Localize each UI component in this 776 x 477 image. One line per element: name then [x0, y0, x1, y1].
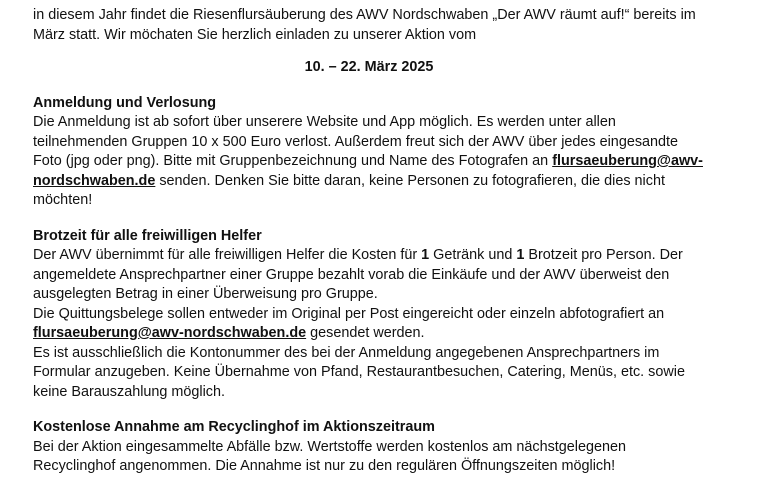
- paragraph-line: Es ist ausschließlich die Kontonummer des bei der Anmeldung angegebenen Ansprechpartners im: [33, 344, 660, 361]
- paragraph-text: Getränk und: [429, 247, 517, 263]
- paragraph-text: gesendet werden.: [306, 325, 425, 341]
- paragraph-line: Bei der Aktion eingesammelte Abfälle bzw. Wertstoffe werden kostenlos am nächstgelegenen: [33, 438, 627, 455]
- paragraph-line: angemeldete Ansprechpartner einer Gruppe bezahlt vorab die Einkäufe und der AWV überweist den: [33, 266, 670, 283]
- paragraph-line: möchten!: [33, 192, 93, 208]
- paragraph-text: senden. Denken Sie bitte daran, keine Personen zu fotografieren, die dies nicht: [155, 172, 665, 189]
- event-date: 10. – 22. März 2025: [304, 59, 434, 75]
- bold-number: 1: [516, 247, 525, 263]
- section-heading-recycling: Kostenlose Annahme am Recyclinghof im Aktionszeitraum: [33, 419, 435, 435]
- paragraph-line: Die Anmeldung ist ab sofort über unserere Website und App möglich. Es werden unter allen: [33, 114, 616, 130]
- spacer: [33, 45, 765, 58]
- spacer: [33, 402, 765, 418]
- paragraph-text: Foto (jpg oder png). Bitte mit Gruppenbezeichnung und Name des Fotografen an: [33, 153, 553, 169]
- paragraph-line: keine Barauszahlung möglich.: [33, 383, 225, 400]
- paragraph-line: Die Quittungsbelege sollen entweder im Original per Post eingereicht oder einzeln abfotografiert an: [33, 305, 665, 322]
- intro-line-1: in diesem Jahr findet die Riesenflursäuberung des AWV Nordschwaben „Der AWV räumt auf!“ bereits im: [33, 7, 696, 23]
- email-link[interactable]: flursaeuberung@awv-nordschwaben.de: [33, 325, 307, 341]
- intro-line-2: März statt. Wir möchaten Sie herzlich einladen zu unserer Aktion vom: [33, 26, 477, 43]
- paragraph-line: Formular anzugeben. Keine Übernahme von Pfand, Restaurantbesuchen, Catering, Menüs, etc. sowie: [33, 364, 685, 380]
- paragraph-line: [33, 246, 765, 266]
- paragraph-line: [33, 324, 765, 344]
- section-heading-snack: Brotzeit für alle freiwilligen Helfer: [33, 227, 262, 244]
- document-body: [33, 6, 765, 477]
- spacer: [33, 78, 765, 94]
- paragraph-line: Recyclinghof angenommen. Die Annahme ist nur zu den regulären Öffnungszeiten möglich!: [33, 458, 616, 474]
- paragraph-line: [33, 152, 765, 172]
- paragraph-line: teilnehmenden Gruppen 10 x 500 Euro verlost. Außerdem freut sich der AWV über jedes eingesandte: [33, 133, 679, 150]
- bold-number: 1: [421, 247, 430, 263]
- paragraph-text: Brotzeit pro Person. Der: [524, 247, 683, 263]
- paragraph-line: [33, 172, 765, 192]
- paragraph-text: Der AWV übernimmt für alle freiwilligen Helfer die Kosten für: [33, 247, 422, 263]
- email-link[interactable]: flursaeuberung@awv-: [552, 153, 703, 169]
- paragraph-line: ausgelegten Betrag in einer Überweisung pro Gruppe.: [33, 286, 378, 302]
- email-link[interactable]: nordschwaben.de: [33, 172, 156, 189]
- section-heading-registration: Anmeldung und Verlosung: [33, 94, 217, 111]
- spacer: [33, 211, 765, 227]
